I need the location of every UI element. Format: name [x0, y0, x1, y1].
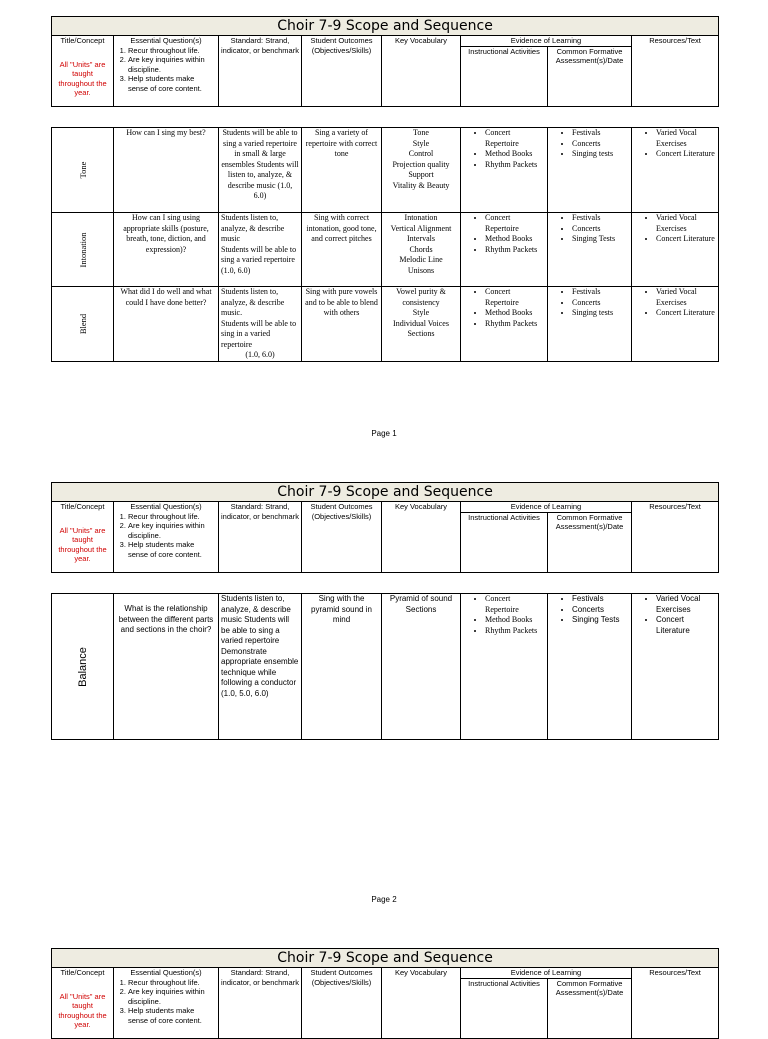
table-row [52, 213, 719, 287]
resources-cell: • Varied Vocal Exercises • Concert Literature [632, 594, 719, 740]
col-standard: Standard: Strand, indicator, or benchmark [219, 502, 302, 573]
resources-cell: • Varied Vocal Exercises • Concert Literature [632, 128, 719, 213]
col-standard: Standard: Strand, indicator, or benchmark [219, 968, 302, 1039]
std-cell: Students will be able to sing a varied repertoire in small & large ensembles Students will listen to, analyze, & describe music (1.0, 6.0) [219, 128, 302, 213]
page-number: Page 1 [371, 429, 397, 438]
instr-cell: • Concert Repertoire • Method Books • Rhythm Packets [461, 287, 548, 362]
col-assessment: Common Formative Assessment(s)/Date [548, 978, 632, 1039]
col-vocabulary: Key Vocabulary [382, 968, 461, 1039]
eq-cell: What did I do well and what could I have done better? [114, 287, 219, 362]
outcomes-cell: Sing a variety of repertoire with correct tone [302, 128, 382, 213]
page2-body [51, 593, 718, 740]
page1-header [51, 16, 718, 107]
col-outcomes: Student Outcomes (Objectives/Skills) [302, 502, 382, 573]
concept-cell: Intonation [52, 213, 114, 287]
red-note: All "Units" are taught throughout the year. [58, 59, 107, 97]
page3-header [51, 948, 718, 1039]
page-title: Choir 7-9 Scope and Sequence [52, 483, 719, 502]
resources-cell: • Varied Vocal Exercises • Concert Literature [632, 213, 719, 287]
instr-cell: • Concert Repertoire • Method Books • Rhythm Packets [461, 213, 548, 287]
col-evidence: Evidence of Learning [461, 36, 632, 47]
col-instructional: Instructional Activities [461, 46, 548, 107]
page-title: Choir 7-9 Scope and Sequence [52, 17, 719, 36]
std-cell: Students listen to, analyze, & describe music. Students will be able to sing in a varied repertoire (1.0, 6.0) [219, 287, 302, 362]
col-instructional: Instructional Activities [461, 512, 548, 573]
red-note: All "Units" are taught throughout the year. [58, 525, 107, 563]
col-evidence: Evidence of Learning [461, 968, 632, 979]
outcomes-cell: Sing with correct intonation, good tone, and correct pitches [302, 213, 382, 287]
col-vocabulary: Key Vocabulary [382, 502, 461, 573]
concept-cell: Tone [52, 128, 114, 213]
outcomes-cell: Sing with the pyramid sound in mind [302, 594, 382, 740]
col-title-concept: Title/Concept All "Units" are taught throughout the year. [52, 502, 114, 573]
col-resources: Resources/Text [632, 502, 719, 573]
table-row [52, 594, 719, 740]
assess-cell: • Festivals • Concerts • Singing Tests [548, 213, 632, 287]
assess-cell: • Festivals • Concerts • Singing tests [548, 128, 632, 213]
concept-cell: Balance [52, 594, 114, 740]
red-note: All "Units" are taught throughout the year. [58, 991, 107, 1029]
col-assessment: Common Formative Assessment(s)/Date [548, 512, 632, 573]
assess-cell: • Festivals • Concerts • Singing Tests [548, 594, 632, 740]
resources-cell: • Varied Vocal Exercises • Concert Literature [632, 287, 719, 362]
col-title-concept: Title/Concept All "Units" are taught throughout the year. [52, 968, 114, 1039]
instr-cell: • Concert Repertoire • Method Books • Rhythm Packets [461, 594, 548, 740]
vocab-cell: Tone Style Control Projection quality Support Vitality & Beauty [382, 128, 461, 213]
eq-cell: How can I sing using appropriate skills (posture, breath, tone, diction, and expression)? [114, 213, 219, 287]
concept-cell: Blend [52, 287, 114, 362]
page2-header [51, 482, 718, 573]
col-assessment: Common Formative Assessment(s)/Date [548, 46, 632, 107]
col-title-concept: Title/Concept All "Units" are taught throughout the year. [52, 36, 114, 107]
std-cell: Students listen to, analyze, & describe music Students will be able to sing a varied repertoire (1.0, 6.0) [219, 213, 302, 287]
page-number: Page 2 [371, 895, 397, 904]
assess-cell: • Festivals • Concerts • Singing tests [548, 287, 632, 362]
outcomes-cell: Sing with pure vowels and to be able to blend with others [302, 287, 382, 362]
col-essential-questions: Essential Question(s) 1. Recur throughout life. 2. Are key inquiries within discipline. 3. Help students make sense of core content. [114, 36, 219, 107]
col-instructional: Instructional Activities [461, 978, 548, 1039]
col-essential-questions: Essential Question(s) 1. Recur throughout life. 2. Are key inquiries within discipline. 3. Help students make sense of core content. [114, 968, 219, 1039]
col-standard: Standard: Strand, indicator, or benchmark [219, 36, 302, 107]
col-resources: Resources/Text [632, 36, 719, 107]
table-row [52, 287, 719, 362]
col-essential-questions: Essential Question(s) 1. Recur throughout life. 2. Are key inquiries within discipline. 3. Help students make sense of core content. [114, 502, 219, 573]
instr-cell: • Concert Repertoire • Method Books • Rhythm Packets [461, 128, 548, 213]
eq-cell: What is the relationship between the different parts and sections in the choir? [114, 594, 219, 740]
page-title: Choir 7-9 Scope and Sequence [52, 949, 719, 968]
eq-cell: How can I sing my best? [114, 128, 219, 213]
page1-body [51, 127, 718, 362]
col-vocabulary: Key Vocabulary [382, 36, 461, 107]
vocab-cell: Pyramid of sound Sections [382, 594, 461, 740]
vocab-cell: Vowel purity & consistency Style Individual Voices Sections [382, 287, 461, 362]
col-outcomes: Student Outcomes (Objectives/Skills) [302, 36, 382, 107]
std-cell: Students listen to, analyze, & describe music Students will be able to sing a varied repertoire Demonstrate appropriate ensemble technique while following a conductor (1.0, 5.0, 6.0) [219, 594, 302, 740]
vocab-cell: Intonation Vertical Alignment Intervals Chords Melodic Line Unisons [382, 213, 461, 287]
col-evidence: Evidence of Learning [461, 502, 632, 513]
col-outcomes: Student Outcomes (Objectives/Skills) [302, 968, 382, 1039]
table-row [52, 128, 719, 213]
col-resources: Resources/Text [632, 968, 719, 1039]
